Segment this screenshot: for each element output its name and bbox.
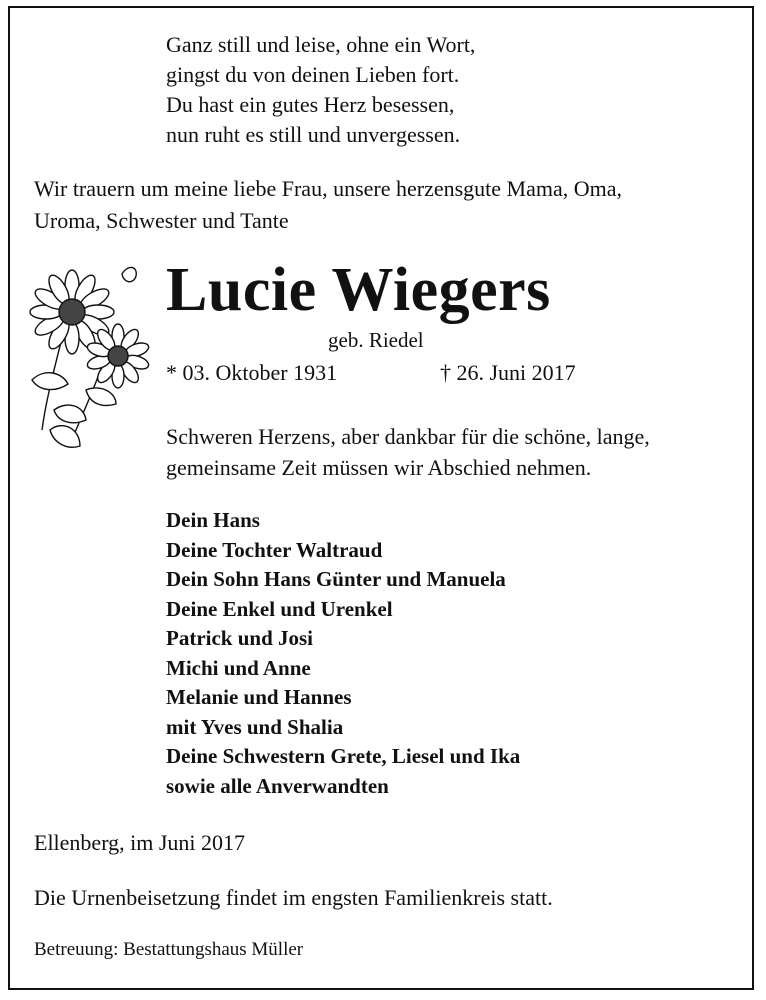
mourner-line: sowie alle Anverwandten [166, 773, 389, 798]
mourner-line: Dein Sohn Hans Günter und Manuela [166, 567, 506, 591]
birth-date: * 03. Oktober 1931 [166, 360, 338, 385]
intro-line: Uroma, Schwester und Tante [34, 208, 289, 233]
poem-line: gingst du von deinen Lieben fort. [166, 62, 460, 87]
mourner-line: mit Yves und Shalia [166, 714, 344, 739]
poem-line: Du hast ein gutes Herz besessen, [166, 92, 455, 117]
death-date: † 26. Juni 2017 [440, 360, 576, 385]
poem-line: nun ruht es still und unvergessen. [166, 122, 461, 147]
poem [166, 30, 475, 150]
mourner-line: Dein Hans [166, 508, 260, 532]
mourner-line: Michi und Anne [166, 655, 311, 680]
farewell-line: gemeinsame Zeit müssen wir Abschied nehmen. [166, 455, 592, 480]
mourner-line: Deine Schwestern Grete, Liesel und Ika [166, 744, 521, 768]
place-date: Ellenberg, im Juni 2017 [34, 830, 246, 855]
mourners-list [166, 506, 520, 801]
sunflower-icon [24, 260, 156, 454]
poem-line: Ganz still und leise, ohne ein Wort, [166, 32, 476, 57]
farewell-text [166, 421, 650, 483]
mourner-line: Patrick und Josi [166, 626, 314, 650]
farewell-line: Schweren Herzens, aber dankbar für die schöne, lange, [166, 424, 650, 449]
maiden-name: geb. Riedel [328, 328, 424, 352]
mourner-line: Melanie und Hannes [166, 685, 352, 709]
mourner-line: Deine Tochter Waltraud [166, 537, 383, 562]
intro-text [34, 173, 622, 237]
mourner-line: Deine Enkel und Urenkel [166, 596, 393, 621]
burial-notice: Die Urnenbeisetzung findet im engsten Familienkreis statt. [34, 885, 553, 910]
deceased-name: Lucie Wiegers [166, 256, 551, 324]
intro-line: Wir trauern um meine liebe Frau, unsere herzensgute Mama, Oma, [34, 176, 623, 201]
funeral-home-credit: Betreuung: Bestattungshaus Müller [34, 939, 304, 960]
